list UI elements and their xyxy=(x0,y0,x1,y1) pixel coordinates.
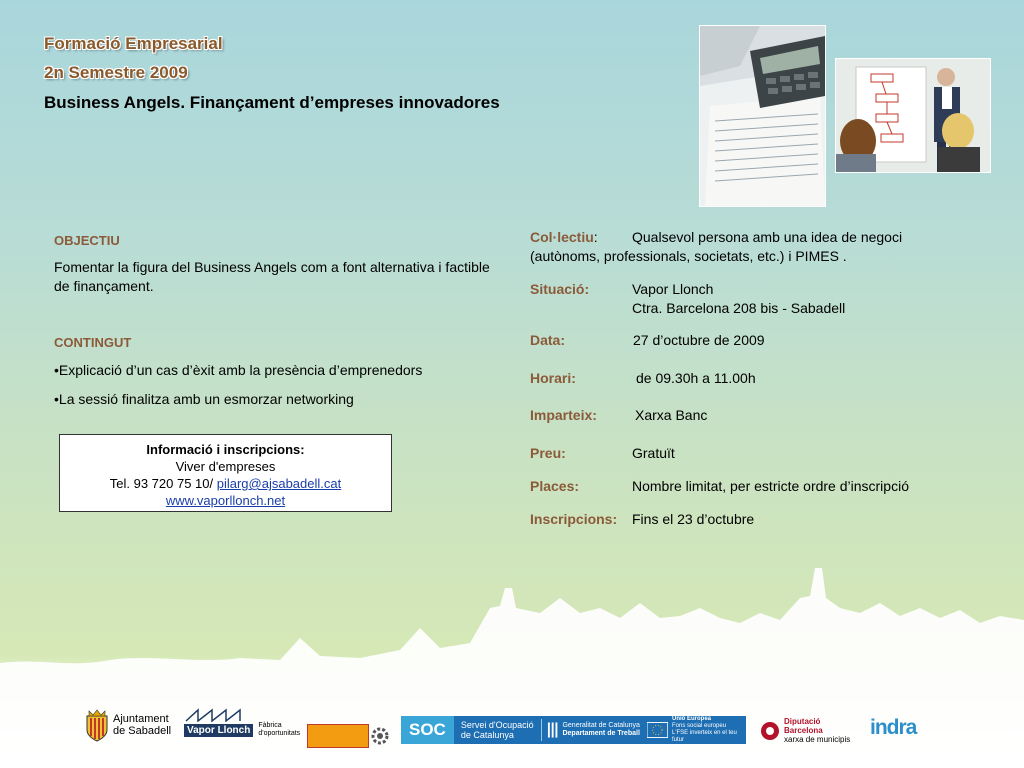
info-box xyxy=(59,434,392,512)
info-box-contact xyxy=(60,475,391,492)
diputacio-barcelona-logo xyxy=(760,717,850,744)
inscripcions-value: Fins el 23 d’octubre xyxy=(632,511,755,527)
colectiu-label-text: Col·lectiu xyxy=(530,229,594,245)
title-line-1: Formació Empresarial xyxy=(44,34,223,53)
vapor-tag2: d'oportunitats xyxy=(258,730,301,737)
colectiu-value: Qualsevol persona amb una idea de negoci xyxy=(632,229,903,245)
contingut-item: •La sessió finalitza amb un esmorzar networking xyxy=(54,391,354,407)
horari-label xyxy=(530,370,576,386)
phone-number: Tel. 93 720 75 10/ xyxy=(109,476,217,491)
page-subtitle: Business Angels. Finançament d’empreses innovadores xyxy=(44,93,500,112)
data-label: Data: xyxy=(530,332,566,348)
data-value: 27 d’octubre de 2009 xyxy=(633,332,765,348)
vapor-llonch-name: Vapor Llonch xyxy=(184,724,253,737)
places-value: Nombre limitat, per estricte ordre d’inscripció xyxy=(632,478,909,494)
objectiu-heading: OBJECTIU xyxy=(54,233,120,248)
calculator-photo xyxy=(699,25,826,207)
generalitat-line1: Generalitat de Catalunya xyxy=(562,722,640,729)
website-link[interactable]: www.vaporllonch.net xyxy=(165,493,286,508)
indra-logo xyxy=(870,716,916,740)
generalitat-stripes-icon xyxy=(547,721,558,739)
ue-line3: L'FSE inverteix en el teu futur xyxy=(672,730,737,743)
diputacio-line1: Diputació xyxy=(784,717,821,726)
situacio-value: Vapor Llonch xyxy=(632,281,714,297)
objectiu-text: Fomentar la figura del Business Angels com a font alternativa i factible de finançament. xyxy=(54,259,490,294)
horari-label-text: Horari xyxy=(530,370,572,386)
sabadell-shield-icon xyxy=(85,708,109,742)
preu-label: Preu: xyxy=(530,445,566,461)
eu-flag-icon xyxy=(647,722,668,738)
preu-value: Gratuït xyxy=(632,445,675,461)
factory-roof-icon xyxy=(184,708,244,722)
ajuntament-line2: de Sabadell xyxy=(113,725,172,737)
colectiu-colon: : xyxy=(593,229,598,245)
situacio-label: Situació: xyxy=(530,281,590,297)
imparteix-value: Xarxa Banc xyxy=(635,407,708,423)
inscripcions-label: Inscripcions: xyxy=(530,511,618,527)
vapor-llonch-logo xyxy=(184,708,300,738)
indra-name: indra xyxy=(870,716,917,739)
horari-value: de 09.30h a 11.00h xyxy=(636,370,756,386)
colectiu-value-cont: (autònoms, professionals, societats, etc.) i PIMES . xyxy=(530,248,847,264)
info-box-line: Viver d'empreses xyxy=(175,459,276,474)
horari-colon: : xyxy=(571,370,576,386)
imparteix-label: Imparteix: xyxy=(530,407,597,423)
ajuntament-sabadell-logo xyxy=(85,708,171,742)
places-label: Places: xyxy=(530,478,580,494)
soc-line2: de Catalunya xyxy=(460,730,514,740)
ue-line1: Unió Europea xyxy=(672,716,712,722)
vapor-tag1: Fàbrica xyxy=(258,722,282,729)
soc-generalitat-ue-banner xyxy=(401,716,746,744)
title-line-2: 2n Semestre 2009 xyxy=(44,63,188,82)
presentation-photo xyxy=(835,58,991,173)
gear-icon xyxy=(369,724,391,748)
colectiu-label xyxy=(530,229,598,245)
ue-line2: Fons social europeu xyxy=(672,723,727,729)
soc-line1: Servei d'Ocupació xyxy=(460,720,534,730)
ajuntament-line1: Ajuntament xyxy=(113,713,169,725)
viver-empreses-logo xyxy=(307,724,391,748)
diputacio-line2: Barcelona xyxy=(784,726,823,735)
info-box-title: Informació i inscripcions: xyxy=(146,442,305,457)
generalitat-line2: Departament de Treball xyxy=(562,730,640,737)
contingut-heading: CONTINGUT xyxy=(54,335,132,350)
situacio-address: Ctra. Barcelona 208 bis - Sabadell xyxy=(632,300,846,316)
diputacio-emblem-icon xyxy=(760,720,780,742)
diputacio-line3: xarxa de municipis xyxy=(784,735,851,744)
soc-abbr: SOC xyxy=(401,716,454,744)
contingut-item: •Explicació d’un cas d’èxit amb la presència d’emprenedors xyxy=(54,362,423,378)
email-link[interactable]: pilarg@ajsabadell.cat xyxy=(216,476,342,491)
